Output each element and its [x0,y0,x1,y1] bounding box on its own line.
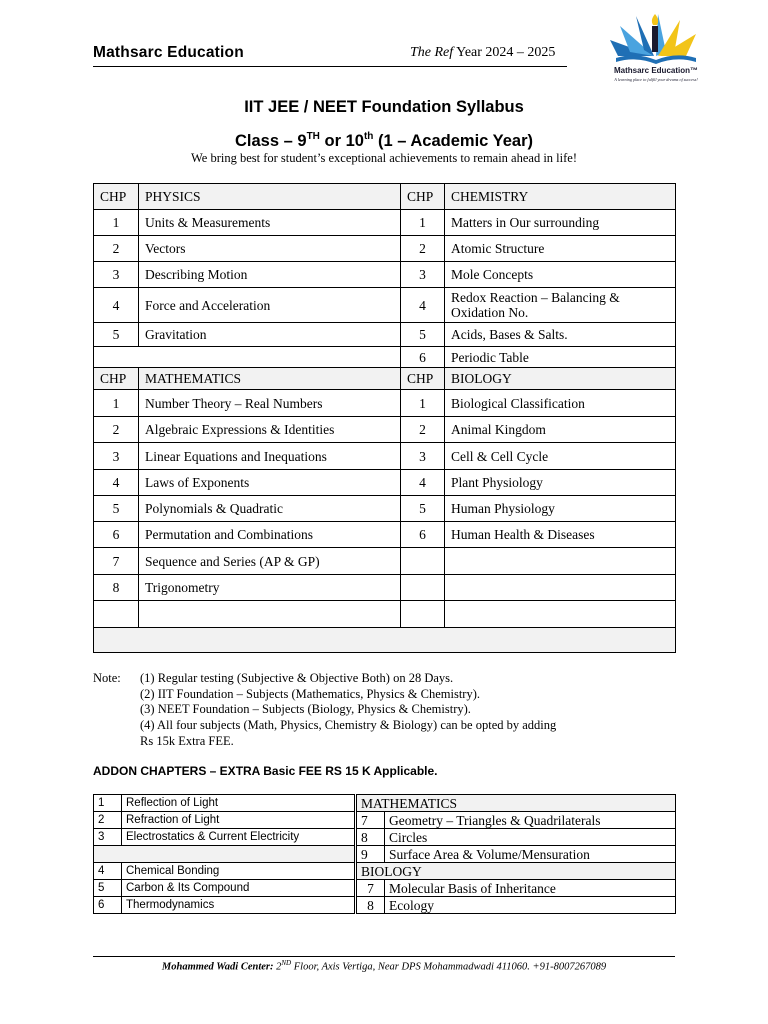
chapter-name: Geometry – Triangles & Quadrilaterals [385,812,676,829]
table-row [94,575,676,601]
empty-cell [401,575,445,601]
chp-header: CHP [94,368,139,390]
center-label: Mohammed Wadi Center: [161,961,274,973]
floor-sup: ND [281,959,292,967]
chapter-number: 1 [401,210,445,236]
chapter-name: Circles [385,829,676,846]
addon-mathematics-header: MATHEMATICS [356,795,676,812]
chapter-number: 5 [94,880,122,897]
chapter-number: 3 [94,829,122,846]
chapter-name: Animal Kingdom [445,417,676,443]
chapter-number: 6 [401,347,445,368]
chapter-name: Number Theory – Real Numbers [139,390,401,417]
chapter-name: Periodic Table [445,347,676,368]
empty-cell [94,628,676,653]
chapter-name: Mole Concepts [445,262,676,288]
empty-cell [445,601,676,628]
syllabus-table [93,183,676,653]
chp-header: CHP [401,368,445,390]
chapter-number: 1 [94,795,122,812]
footer-rule [93,956,675,957]
year-text: Year 2024 – 2025 [453,45,556,60]
chapter-number: 4 [94,288,139,323]
chapter-name: Human Physiology [445,496,676,522]
class-suffix: (1 – Academic Year) [373,132,533,150]
chapter-name: Acids, Bases & Salts. [445,323,676,347]
chapter-name: Gravitation [139,323,401,347]
table-row [94,522,676,548]
chapter-name: Atomic Structure [445,236,676,262]
chapter-name: Reflection of Light [122,795,356,812]
chapter-name: Trigonometry [139,575,401,601]
table-row [94,210,676,236]
address-text: Floor, Axis Vertiga, Near DPS Mohammadwadi 411060. +91-8007267089 [291,961,607,973]
chapter-name: Units & Measurements [139,210,401,236]
chapter-number: 2 [401,236,445,262]
chapter-name: Force and Acceleration [139,288,401,323]
chapter-number: 8 [356,897,385,914]
chapter-name: Cell & Cell Cycle [445,443,676,470]
chapter-name: Plant Physiology [445,470,676,496]
empty-cell [445,575,676,601]
chp-header: CHP [94,184,139,210]
chapter-name: Polynomials & Quadratic [139,496,401,522]
chapter-name: Sequence and Series (AP & GP) [139,548,401,575]
table-row [94,323,676,347]
table-row [94,470,676,496]
empty-cell [401,601,445,628]
chapter-number: 8 [94,575,139,601]
chemistry-header: CHEMISTRY [445,184,676,210]
chapter-name: Biological Classification [445,390,676,417]
table-row [94,829,676,846]
note-item: (3) NEET Foundation – Subjects (Biology, Physics & Chemistry). [140,702,471,717]
chapter-name: Vectors [139,236,401,262]
chapter-number: 1 [401,390,445,417]
chapter-name: Molecular Basis of Inheritance [385,880,676,897]
chapter-number: 6 [401,522,445,548]
table-row [94,443,676,470]
table-row [94,897,676,914]
mathematics-header: MATHEMATICS [139,368,401,390]
table-row [94,812,676,829]
note-item: (1) Regular testing (Subjective & Objective Both) on 28 Days. [140,671,454,685]
biology-header: BIOLOGY [445,368,676,390]
table-row [94,628,676,653]
chapter-number: 3 [401,262,445,288]
chapter-number: 3 [401,443,445,470]
chapter-number: 9 [356,846,385,863]
chapter-name: Matters in Our surrounding [445,210,676,236]
chapter-number: 6 [94,897,122,914]
chapter-number: 7 [94,548,139,575]
chapter-name: Surface Area & Volume/Mensuration [385,846,676,863]
ref-year [410,45,555,61]
chapter-name: Linear Equations and Inequations [139,443,401,470]
chapter-number: 1 [94,210,139,236]
class-sup-1: TH [306,131,320,142]
chp-header: CHP [401,184,445,210]
note-item: (4) All four subjects (Math, Physics, Chemistry & Biology) can be opted by adding [140,718,557,733]
org-name: Mathsarc Education [93,44,244,61]
chapter-number: 4 [401,288,445,323]
chapter-name: Algebraic Expressions & Identities [139,417,401,443]
notes-list [140,671,660,750]
chapter-number: 2 [94,812,122,829]
chapter-name: Thermodynamics [122,897,356,914]
chapter-name: Electrostatics & Current Electricity [122,829,356,846]
table-row [94,880,676,897]
addon-table [93,794,676,914]
empty-cell [445,548,676,575]
chapter-number: 2 [401,417,445,443]
note-item: Rs 15k Extra FEE. [140,733,234,748]
table-row [94,347,676,368]
table-row [94,601,676,628]
chapter-number: 6 [94,522,139,548]
chapter-number: 3 [94,443,139,470]
empty-cell [94,347,401,368]
table-row [94,236,676,262]
chapter-name: Permutation and Combinations [139,522,401,548]
table-row [94,548,676,575]
notes-label: Note: [93,671,121,685]
table-header-row [94,184,676,210]
addon-heading: ADDON CHAPTERS – EXTRA Basic FEE RS 15 K Applicable. [93,764,438,778]
table-row [94,795,676,812]
chapter-number: 2 [94,236,139,262]
chapter-number: 8 [356,829,385,846]
chapter-number: 2 [94,417,139,443]
physics-header: PHYSICS [139,184,401,210]
chapter-number: 7 [356,880,385,897]
class-prefix: Class – 9 [235,132,307,150]
footer-address [0,959,768,973]
empty-cell [94,846,356,863]
chapter-number: 4 [94,470,139,496]
header-rule [93,66,567,67]
table-row [94,846,676,863]
chapter-number: 4 [401,470,445,496]
empty-cell [401,548,445,575]
chapter-number: 5 [401,323,445,347]
chapter-name: Redox Reaction – Balancing & Oxidation No. [445,288,676,323]
table-row [94,288,676,323]
table-row [94,417,676,443]
logo-brand: Mathsarc Education™ [613,66,699,75]
floor-number: 2 [273,961,282,973]
class-title [0,131,768,151]
chapter-name: Refraction of Light [122,812,356,829]
chapter-number: 5 [94,323,139,347]
chapter-name: Ecology [385,897,676,914]
table-header-row [94,368,676,390]
page-title: IIT JEE / NEET Foundation Syllabus [244,98,524,116]
table-row [94,390,676,417]
chapter-name: Describing Motion [139,262,401,288]
empty-cell [94,601,139,628]
chapter-name: Human Health & Diseases [445,522,676,548]
table-row [94,496,676,522]
notes [93,671,668,751]
note-item: (2) IIT Foundation – Subjects (Mathematics, Physics & Chemistry). [140,686,481,701]
logo-tagline: A learning place to fulfill your dreams of success! [614,77,698,82]
chapter-number: 7 [356,812,385,829]
chapter-number: 4 [94,863,122,880]
chapter-number: 5 [401,496,445,522]
table-row [94,262,676,288]
chapter-number: 5 [94,496,139,522]
chapter-name: Laws of Exponents [139,470,401,496]
empty-cell [139,601,401,628]
chapter-name: Carbon & Its Compound [122,880,356,897]
addon-biology-header: BIOLOGY [356,863,676,880]
chapter-number: 3 [94,262,139,288]
chapter-name: Chemical Bonding [122,863,356,880]
class-mid: or 10 [319,132,364,150]
ref-label: The Ref [410,45,454,60]
class-sup-2: th [363,131,374,142]
mathsarc-logo [596,12,716,84]
tagline: We bring best for student’s exceptional achievements to remain ahead in life! [190,151,577,165]
table-row [94,863,676,880]
chapter-number: 1 [94,390,139,417]
